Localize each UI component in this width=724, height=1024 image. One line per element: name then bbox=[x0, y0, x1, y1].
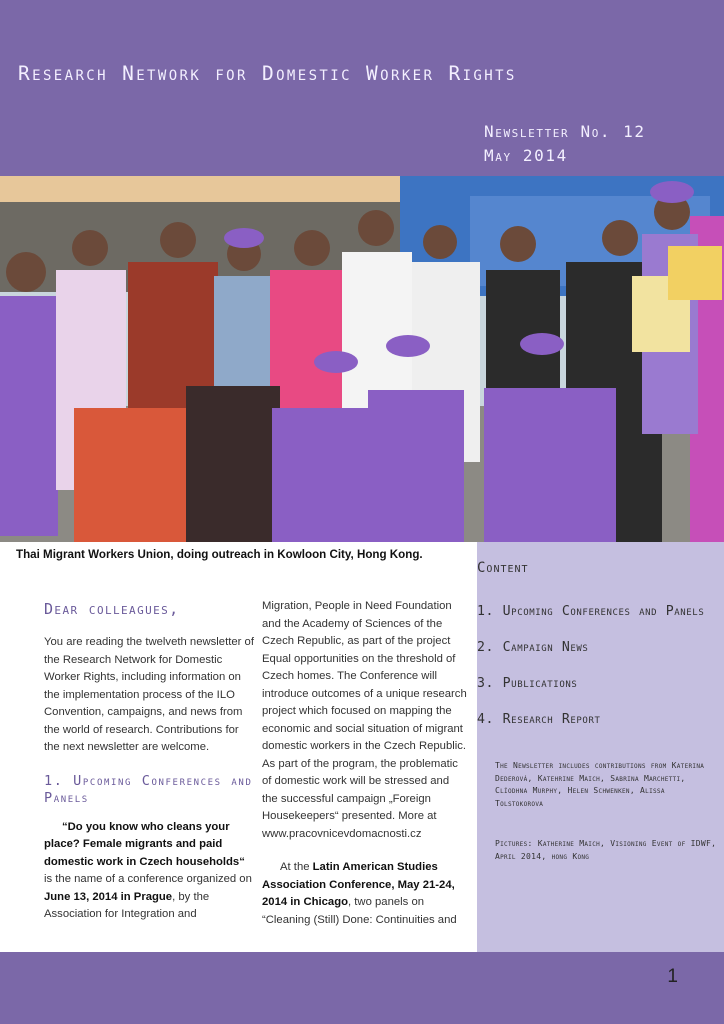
toc-item[interactable] bbox=[477, 710, 717, 729]
intro-paragraph: You are reading the twelveth newsletter of the Research Network for Domestic Worker Rights, including information on the implementation process of the ILO Convention, campaigns, and news from the world of research. Contributions for the next newsletter are welcome. bbox=[44, 636, 254, 753]
toc-number: 3. bbox=[477, 676, 495, 691]
photo-caption: Thai Migrant Workers Union, doing outreach in Kowloon City, Hong Kong. bbox=[16, 548, 423, 561]
footer-band bbox=[0, 952, 724, 1024]
conference-title: “Do you know who cleans your place? Female migrants and paid domestic work in Czech households“ bbox=[44, 820, 245, 868]
greeting-heading: Dear colleagues, bbox=[44, 600, 180, 618]
lasa-intro: At the bbox=[280, 861, 313, 873]
lasa-paragraph bbox=[262, 859, 467, 929]
lasa-text: , two panels on “Cleaning (Still) Done: Continuities and bbox=[262, 896, 457, 926]
section-1-heading: 1. Upcoming Conferences and Panels bbox=[44, 772, 253, 806]
toc-item[interactable] bbox=[477, 638, 717, 657]
toc-number: 2. bbox=[477, 640, 495, 655]
issue-date: May 2014 bbox=[484, 146, 568, 165]
toc-label: Publications bbox=[502, 676, 578, 691]
group-photo-image bbox=[0, 176, 724, 542]
pictures-credit: Pictures: Katherine Maich, Visioning Event of IDWF, April 2014, hong Kong bbox=[495, 839, 717, 861]
conference-text: is the name of a conference organized on bbox=[44, 873, 252, 885]
issue-label: Newsletter No. bbox=[484, 122, 612, 141]
toc-number: 4. bbox=[477, 712, 495, 727]
issue-info bbox=[484, 120, 646, 168]
contributors-note: The Newsletter includes contributions from Katerina Dederová, Katehrine Maich, Sabrina Marchetti, Clíodhna Murphy, Helen Schwenken, Alissa Tolstokorova bbox=[495, 761, 705, 808]
toc-label: Campaign News bbox=[502, 640, 589, 655]
group-photo bbox=[0, 176, 724, 542]
toc-label: Upcoming Conferences and Panels bbox=[502, 604, 705, 619]
article-column-1 bbox=[44, 598, 256, 924]
conference-paragraph bbox=[44, 819, 256, 924]
newsletter-title: Research Network for Domestic Worker Rights bbox=[18, 62, 517, 85]
table-of-contents bbox=[477, 602, 717, 746]
lasa-conference: Latin American Studies Association Conference, May 21-24, 2014 in Chicago bbox=[262, 861, 455, 908]
contents-sidebar bbox=[477, 542, 724, 952]
conference-date: June 13, 2014 in Prague bbox=[44, 890, 173, 903]
toc-item[interactable] bbox=[477, 602, 717, 621]
conference-continued: Migration, People in Need Foundation and the Academy of Sciences of the Czech Republic, as part of the project Equal opportunities on the threshold of Czech homes. The Conference will introduce outcomes of a unique research project which focused on mapping the economic and social situation of migrant domestic workers in the Czech Republic. As part of the program, the problematic of domestic work will be stressed and the successful campaign „Foreign Housekeepers“ presented. More at www.pracovnicevdomacnosti.cz bbox=[262, 600, 467, 840]
article-column-2 bbox=[262, 598, 467, 929]
issue-number: 12 bbox=[623, 122, 646, 141]
header-band bbox=[0, 0, 724, 176]
toc-number: 1. bbox=[477, 604, 495, 619]
toc-item[interactable] bbox=[477, 674, 717, 693]
toc-label: Research Report bbox=[502, 712, 601, 727]
page-number: 1 bbox=[667, 966, 678, 987]
contents-heading: Content bbox=[477, 560, 529, 576]
conference-organizers: , by the Association for Integration and bbox=[44, 890, 210, 920]
